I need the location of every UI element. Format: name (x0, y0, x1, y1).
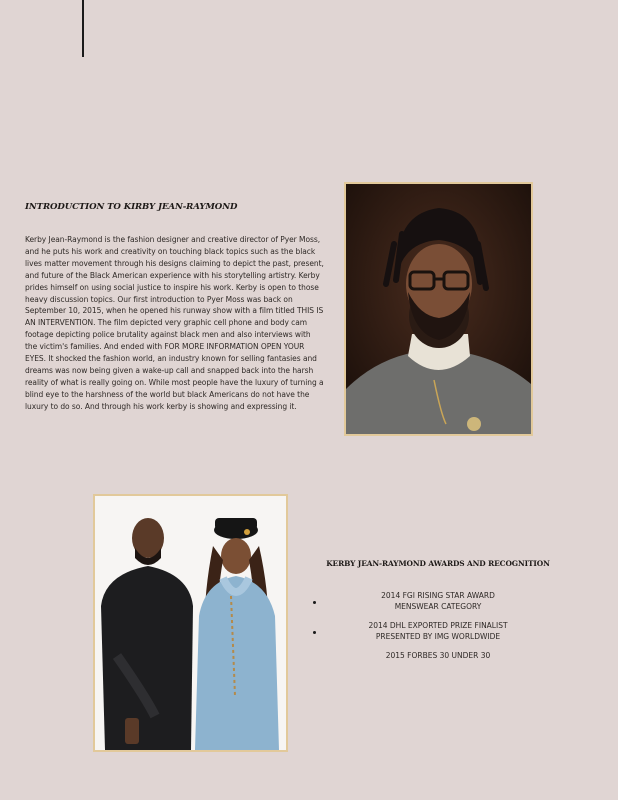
bullet-icon (313, 601, 316, 604)
intro-heading: INTRODUCTION TO KIRBY JEAN-RAYMOND (25, 202, 238, 212)
portrait-photo (344, 182, 533, 436)
awards-list (310, 591, 566, 671)
decorative-vertical-line (82, 0, 84, 57)
intro-paragraph: Kerby Jean-Raymond is the fashion designer and creative director of Pyer Moss, and he puts his work and creativity on touching black topics such as the black lives matter movement through his designs claiming to depict the past, present, and future of the Black American experience with his storytelling artistry. Kerby prides himself on using social justice to inspire his work. Kerby is open to those heavy discussion topics. Our first introduction to Pyer Moss was back on September 10, 2015, when he opened his runway show with a film titled THIS IS AN INTERVENTION. The film depicted very graphic cell phone and body cam footage depicting police brutality against black men and also interviews with the victim's families. And ended with FOR MORE INFORMATION OPEN YOUR EYES. It shocked the fashion world, an industry known for selling fantasies and dreams was now being given a wake-up call and snapped back into the harsh reality of what is really going on. While most people have the luxury of turning a blind eye to the harshness of the world but black Americans do not have the luxury to do so. And through his work kerby is showing and expressing it. (25, 235, 324, 411)
duo-photo (93, 494, 288, 752)
award-line1: 2015 FORBES 30 UNDER 30 (385, 651, 491, 661)
award-line1: 2014 DHL EXPORTED PRIZE FINALIST (368, 621, 508, 631)
awards-heading: KERBY JEAN-RAYMOND AWARDS AND RECOGNITION (326, 559, 550, 568)
award-item (310, 621, 566, 642)
award-item (310, 591, 566, 612)
award-line1: 2014 FGI RISING STAR AWARD (381, 591, 495, 600)
award-item (310, 651, 566, 662)
award-line2: MENSWEAR CATEGORY (394, 601, 482, 611)
award-line2: PRESENTED BY IMG WORLDWIDE (375, 631, 501, 641)
